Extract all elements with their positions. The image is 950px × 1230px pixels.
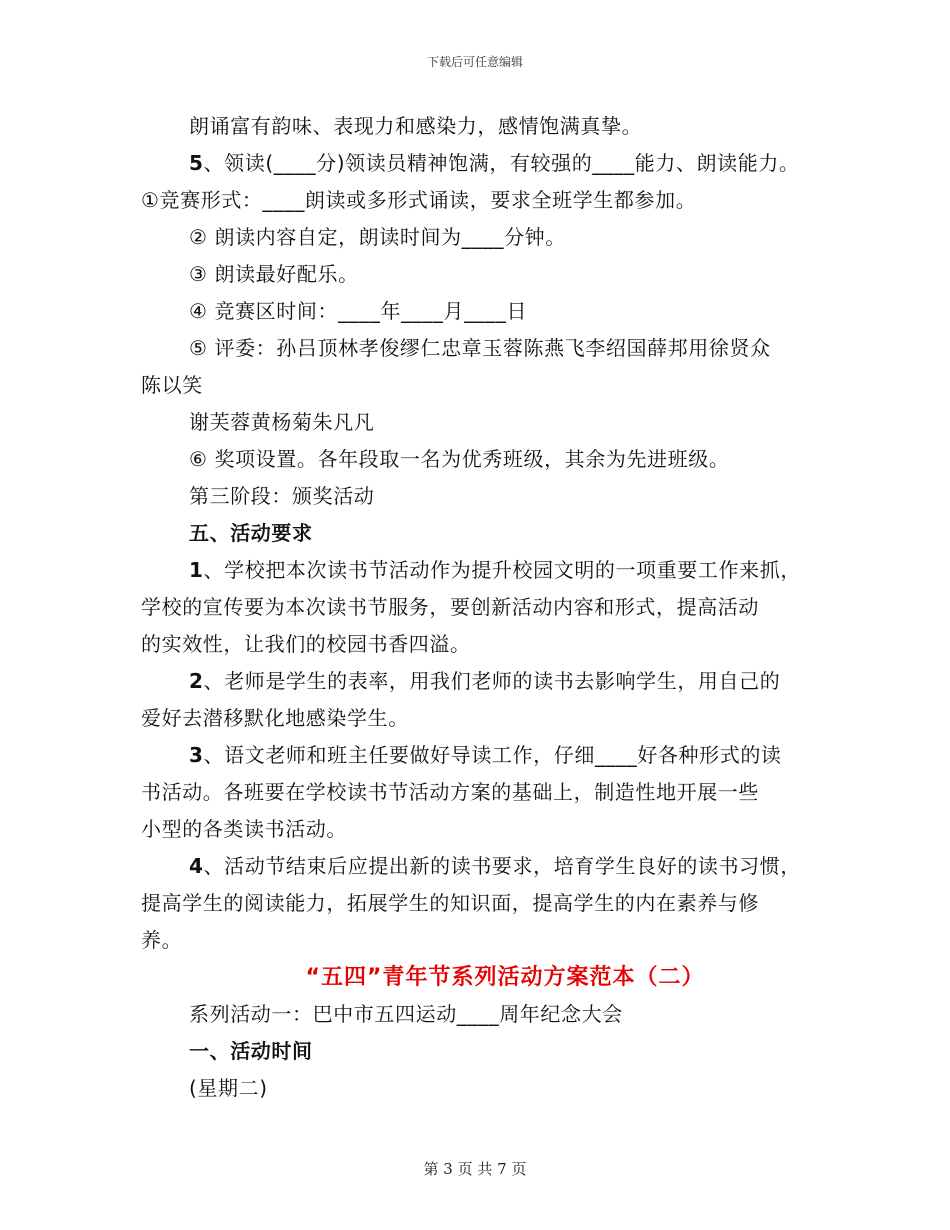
page-header: 下载后可任意编辑 — [426, 55, 523, 69]
list-item-4: 4、活动节结束后应提出新的读书要求，培育学生良好的读书习惯， — [189, 854, 801, 878]
list-number: 3 — [189, 743, 204, 767]
section-heading: 五、活动要求 — [189, 521, 313, 545]
paragraph-line: 陈以笑 — [141, 373, 203, 397]
paragraph-line: 朗诵富有韵味、表现力和感染力，感情饱满真挚。 — [189, 114, 643, 138]
paragraph-line: 学校的宣传要为本次读书节服务，要创新活动内容和形式，提高活动 — [141, 595, 759, 619]
list-number: 2 — [189, 669, 204, 693]
paragraph-line: (星期二) — [189, 1076, 268, 1100]
paragraph-line: 小型的各类读书活动。 — [141, 817, 347, 841]
list-item-1: 1、学校把本次读书节活动作为提升校园文明的一项重要工作来抓， — [189, 558, 801, 582]
paragraph-line: ④ 竞赛区时间：____年____月____日 — [189, 299, 528, 323]
paragraph-line: ③ 朗读最好配乐。 — [189, 262, 359, 286]
paragraph-line: ⑤ 评委：孙吕顶林孝俊缪仁忠章玉蓉陈燕飞李绍国薛邦用徐贤众 — [189, 336, 771, 360]
page-number: 第 3 页 共 7 页 — [423, 1160, 527, 1178]
paragraph-line: 谢芙蓉黄杨菊朱凡凡 — [189, 410, 375, 434]
paragraph-line: 系列活动一：巴中市五四运动____周年纪念大会 — [189, 1002, 623, 1026]
list-number: 4 — [189, 854, 204, 878]
section-heading: 一、活动时间 — [189, 1039, 313, 1063]
list-item-5: 5、领读(____分)领读员精神饱满，有较强的____能力、朗读能力。 — [189, 151, 800, 175]
paragraph-line: 养。 — [141, 928, 183, 952]
paragraph-line: 的实效性，让我们的校园书香四溢。 — [141, 632, 471, 656]
paragraph-line: ⑥ 奖项设置。各年段取一名为优秀班级，其余为先进班级。 — [189, 447, 730, 471]
paragraph-line: 书活动。各班要在学校读书节活动方案的基础上，制造性地开展一些 — [141, 780, 759, 804]
list-item-2: 2、老师是学生的表率，用我们老师的读书去影响学生，用自己的 — [189, 669, 781, 693]
paragraph-line: ② 朗读内容自定，朗读时间为____分钟。 — [189, 225, 566, 249]
document-body — [141, 108, 821, 1107]
list-item-3: 3、语文老师和班主任要做好导读工作，仔细____好各种形式的读 — [189, 743, 782, 767]
list-number: 5 — [189, 151, 204, 175]
paragraph-line: 第三阶段：颁奖活动 — [189, 484, 375, 508]
paragraph-line: 爱好去潜移默化地感染学生。 — [141, 706, 409, 730]
document-title: “五四”青年节系列活动方案范本（二） — [305, 965, 705, 990]
paragraph-line: ①竞赛形式：____朗读或多形式诵读，要求全班学生都参加。 — [141, 188, 697, 212]
list-number: 1 — [189, 558, 204, 582]
paragraph-line: 提高学生的阅读能力，拓展学生的知识面，提高学生的内在素养与修 — [141, 891, 759, 915]
